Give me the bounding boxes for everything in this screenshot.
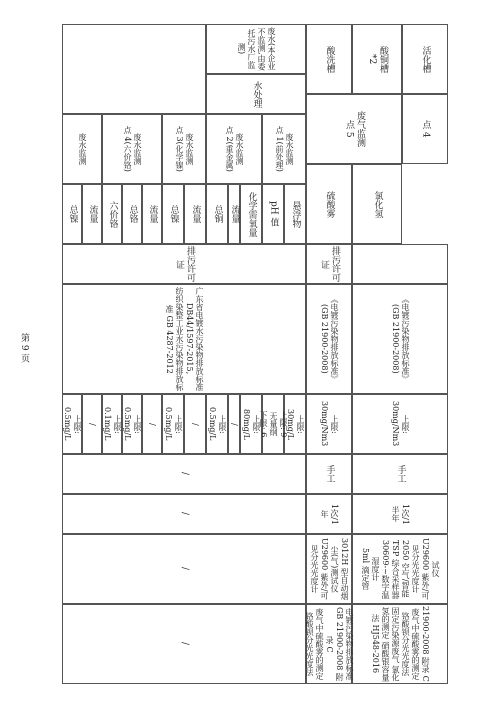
water-freq-slash: /	[62, 494, 306, 534]
water-limit-0: 上限: 30mg/L	[284, 394, 306, 454]
water-point-1: 废水监测 点 1(前处理)	[262, 114, 306, 184]
water-item-flow-3: 流量	[142, 184, 162, 244]
water-limit-3: /	[228, 394, 240, 454]
water-standard: 广东省电镀水污染物排放标准 DB44/1597-2015, 纺织染整工业水污染物排放标准 GB 4287-2012	[62, 284, 306, 394]
gas-freq-1: 1次/1 半年	[352, 494, 448, 534]
gas-limit-1: 上限: 30mg/Nm3	[352, 394, 448, 454]
gas-instrument-1: 试仪 U29600 紫外/可见分光光度计 2050 空气/智能 TSP 综合采样器 30609-~数字温湿度计 5ml 滴定管	[352, 534, 448, 604]
gas-method-1: 手工	[352, 454, 448, 494]
gas-instrument-2: 3012H 型自动烟尘(气)测试仪 U29600 紫外/可见分光光度计	[306, 534, 352, 604]
gas-pollutant-hcl: 氯化氢	[352, 164, 402, 244]
gas-point-5: 废气监测 点 5	[306, 94, 402, 164]
water-point-total: 废水监测	[62, 114, 102, 184]
water-instrument-slash: /	[62, 534, 306, 604]
water-item-ph: pH 值	[262, 184, 284, 244]
water-item-ss: 悬浮物	[284, 184, 306, 244]
activation-tank: 活化槽	[402, 24, 448, 94]
water-point-2: 废水监测 点 2(重金属)	[206, 114, 262, 184]
gas-analysis-2: 电镀污染物排放标准 GB 21900-2008 附录 C 废气中硫酸雾的测定 铬酸钡分光光度法	[306, 604, 352, 684]
gas-standard-2: 《电镀污染物排放标准》 (GB 21900-2008)	[306, 284, 352, 394]
gas-limit-2: 上限: 30mg/Nm3	[306, 394, 352, 454]
water-limit-4: 上限: 0.5mg/L	[206, 394, 228, 454]
empty-permit	[352, 244, 448, 284]
water-item-cod: 化学需氧量	[240, 184, 262, 244]
water-treatment-label: 水处理	[206, 74, 306, 114]
page-number: 第 9 页	[19, 333, 29, 363]
water-item-ni: 总镍	[162, 184, 184, 244]
water-item-flow-2: 流量	[184, 184, 206, 244]
pickling-tank: 酸洗槽	[306, 24, 352, 94]
water-item-flow-1: 流量	[228, 184, 240, 244]
water-limit-7: /	[142, 394, 162, 454]
gas-freq-2: 1次/1 年	[306, 494, 352, 534]
water-limit-9: 上限: 0.1mg/L	[102, 394, 122, 454]
water-item-ni-total: 总镍	[62, 184, 82, 244]
water-empty-head	[62, 24, 206, 114]
water-item-cu: 总铜	[206, 184, 228, 244]
water-location: 废水(本企业不监测,由委托污水厂监测)	[206, 24, 306, 74]
water-limit-11: 上限: 0.5mg/L	[62, 394, 82, 454]
water-permit: 排污许可证	[62, 244, 306, 284]
water-limit-2: 上限: 80mg/L	[240, 394, 262, 454]
gas-method-2: 手工	[306, 454, 352, 494]
water-limit-1: 上限: 9 无量纲 下限: 6	[262, 394, 284, 454]
gas-analysis-1: 21900-2008 附录 C 废气中硫酸雾的测定 铬酸钡分光光度法 固定污染源废气 氯化氢的测定 硝酸银容量法 HJ548-2016	[352, 604, 448, 684]
water-limit-6: 上限: 0.5mg/L	[162, 394, 184, 454]
water-analysis-slash: /	[62, 604, 306, 684]
gas-pollutant-sulfuric: 硫酸雾	[306, 164, 352, 244]
water-method-slash: /	[62, 454, 306, 494]
monitoring-table	[62, 24, 448, 684]
gas-standard-1: 《电镀污染物排放标准》 (GB 21900-2008)	[352, 284, 448, 394]
water-point-3: 废水监测 点 3(化学镍)	[162, 114, 206, 184]
water-limit-5: /	[184, 394, 206, 454]
point-4-label: 点 4	[402, 94, 448, 164]
acid-copper-tank: 酸铜槽 *2	[352, 24, 402, 94]
permit-col-1: 排污许可证	[306, 244, 352, 284]
water-limit-10: /	[82, 394, 102, 454]
water-item-cr6: 六价铬	[102, 184, 122, 244]
water-item-flow-4: 流量	[82, 184, 102, 244]
water-item-cr: 总铬	[122, 184, 142, 244]
water-point-4: 废水监测 点 4(六价铬)	[102, 114, 162, 184]
water-limit-8: 上限: 0.5mg/L	[122, 394, 142, 454]
